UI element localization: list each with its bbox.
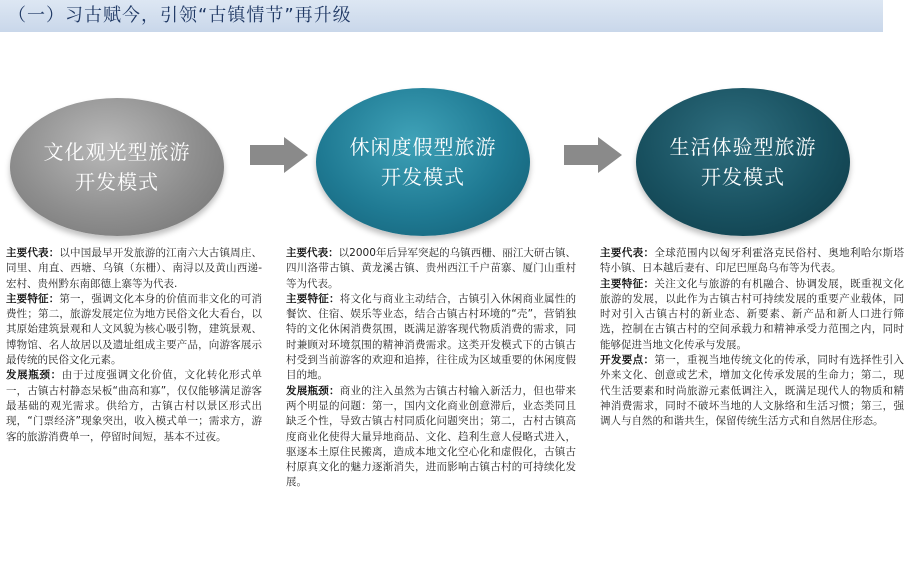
section-bottleneck	[6, 368, 262, 444]
section-label: 主要特征：	[286, 292, 340, 305]
model-oval-cultural-sightseeing	[10, 98, 224, 236]
section-features	[600, 277, 904, 353]
section-text: 第一，重视当地传统文化的传承，同时有选择性引入外来文化、创意或艺术，增加文化传承发展的生命力；第二，现代生活要素和时尚旅游元素低调注入，既满足现代人的物质和精神消费需求，同时不破坏当地的人文脉络和生活习惯；第三，强调人与自然的和谐共生，保留传统生活方式和自然居住形态。	[600, 354, 905, 428]
column-cultural-sightseeing	[6, 246, 262, 445]
section-label: 主要特征：	[600, 277, 655, 290]
model-name-1: 文化观光型旅游开发模式	[43, 140, 191, 194]
section-label: 主要代表：	[6, 247, 60, 259]
arrow-shape-1	[250, 137, 308, 173]
section-text: 第一，强调文化本身的价值而非文化的可消费性；第二，旅游发展定位为地方民俗文化大看台，以其原始建筑景观和人文风貌为核心吸引物，建筑景观、博物馆、名人故居以及遗址组成主要产品，向游客展示最传统的民俗文化元素。	[6, 292, 263, 367]
section-features	[286, 292, 576, 384]
section-bottleneck	[286, 384, 576, 491]
section-representatives	[600, 246, 904, 277]
section-text: 全球范围内以匈牙利霍洛克民俗村、奥地利哈尔斯塔特小镇、日本越后妻有、印尼巴厘岛乌布等为代表。	[600, 247, 905, 275]
section-features	[6, 292, 262, 368]
model-oval-leisure-vacation	[316, 88, 530, 236]
column-life-experience	[600, 246, 904, 430]
section-title: （一）习古赋今，引领“古镇情节”再升级	[8, 5, 352, 26]
section-representatives	[6, 246, 262, 292]
section-representatives	[286, 246, 576, 292]
section-label: 发展瓶颈：	[6, 369, 62, 382]
section-label: 发展瓶颈：	[286, 384, 340, 397]
section-text: 以中国最早开发旅游的江南六大古镇周庄、同里、甪直、西塘、乌镇（东栅）、南浔以及黄山西递-宏村、贵州黔东南郎德上寨等为代表.	[6, 247, 263, 290]
model-oval-life-experience	[636, 88, 850, 236]
model-name-2: 休闲度假型旅游开发模式	[349, 135, 497, 189]
section-text: 以2000年后异军突起的乌镇西栅、丽江大研古镇、四川洛带古镇、黄龙溪古镇、贵州西江千户苗寨、厦门山重村等为代表。	[286, 247, 576, 290]
section-text: 关注文化与旅游的有机融合、协调发展，既重视文化旅游的发展，以此作为古镇古村可持续发展的重要产业载体，同时对引入古镇古村的新业态、新要素、新产品和新人口进行筛选，控制在古镇古村的空间承载力和精神承受力范围之内，同时能够促进当地文化传承与发展。	[600, 277, 905, 351]
section-key-points	[600, 353, 904, 429]
section-text: 将文化与商业主动结合，古镇引入休闲商业属性的餐饮、住宿、娱乐等业态，结合古镇古村环境的“壳”，营销独特的文化休闲消费氛围，既满足游客现代物质消费的需求，同时兼顾对环境氛围的精神消费需求。这类开发模式下的古镇古村受到当前游客的欢迎和追捧，往往成为区域重要的休闲度假目的地。	[286, 292, 576, 382]
section-text: 由于过度强调文化价值，文化转化形式单一，古镇古村静态呆板“曲高和寡”，仅仅能够满足游客最基础的观光需求。供给方，古镇古村以景区形式出现，“门票经济”现象突出，收入模式单一；需求方，游客的旅游消费单一，停留时间短，基本不过夜。	[6, 369, 263, 443]
arrow-icon-1	[250, 137, 310, 173]
arrow-shape-2	[564, 137, 622, 173]
section-header	[0, 0, 883, 32]
arrow-icon-2	[564, 137, 624, 173]
section-text: 商业的注入虽然为古镇古村输入新活力，但也带来两个明显的问题：第一，国内文化商业创意滞后，业态类同且缺乏个性，导致古镇古村同质化问题突出；第二，古村古镇高度商业化使得大量异地商品、文化、趋利生意人侵略式进入，驱逐本土原住民搬离，造成本地文化空心化和虚假化，古镇古村原真文化的魅力逐渐消失，进而影响古镇古村的可持续化发展。	[286, 384, 576, 489]
section-label: 开发要点：	[600, 354, 655, 367]
section-label: 主要代表：	[286, 247, 339, 259]
model-name-3: 生活体验型旅游开发模式	[669, 135, 817, 189]
column-leisure-vacation	[286, 246, 576, 491]
section-label: 主要特征：	[6, 292, 60, 305]
section-label: 主要代表：	[600, 247, 655, 259]
